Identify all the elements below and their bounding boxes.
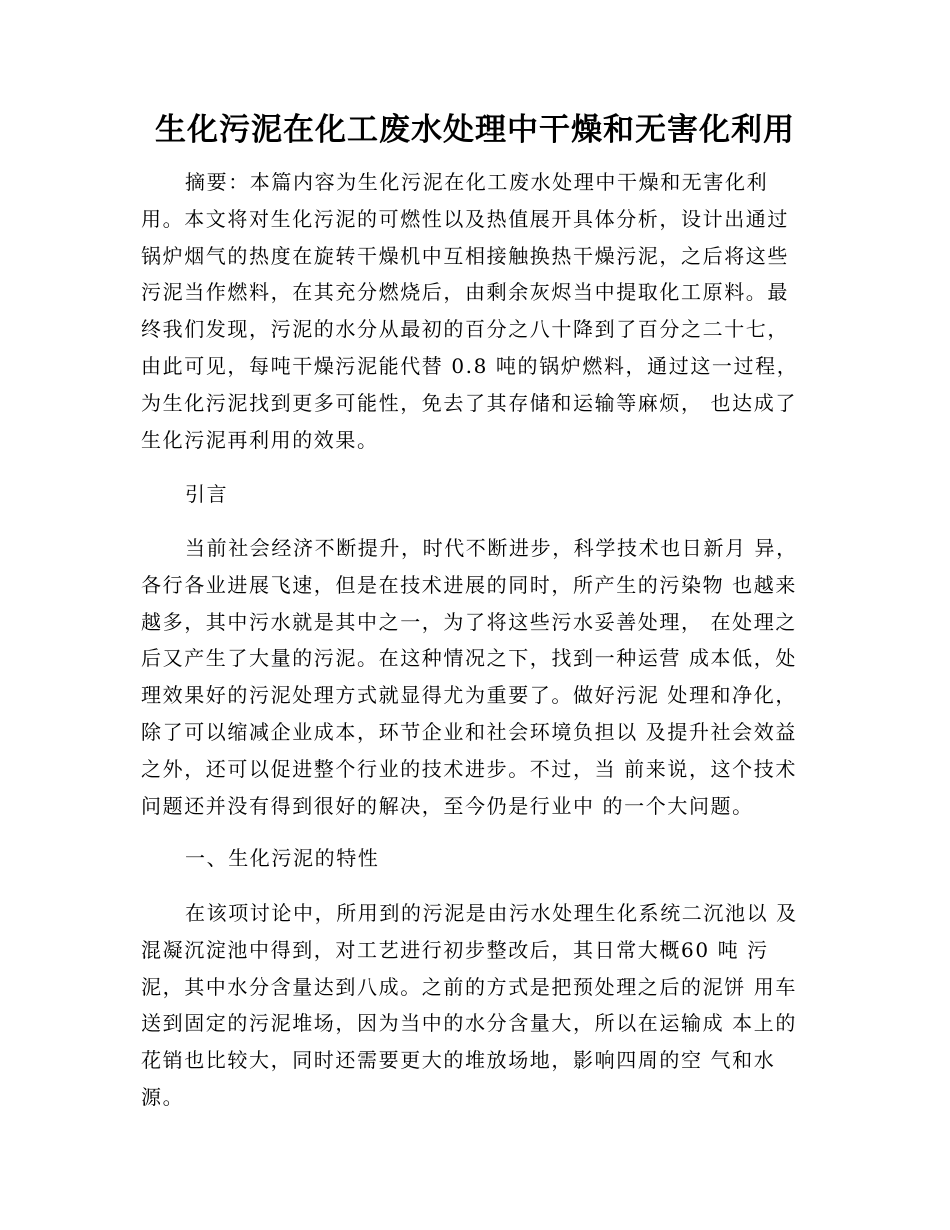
document-title: 生化污泥在化工废水处理中干燥和无害化利用 bbox=[155, 112, 795, 148]
section1-heading-block bbox=[141, 840, 821, 877]
text-line: 当前社会经济不断提升，时代不断进步，科学技术也日新月 异， bbox=[185, 536, 798, 560]
text-line: 泥，其中水分含量达到八成。之前的方式是把预处理之后的泥饼 用车 bbox=[141, 974, 797, 999]
text-line: 越多，其中污水就是其中之一，为了将这些污水妥善处理， 在处理之 bbox=[141, 609, 797, 634]
text-line: 送到固定的污泥堆场，因为当中的水分含量大，所以在运输成 本上的 bbox=[141, 1011, 797, 1036]
text-line: 摘要：本篇内容为生化污泥在化工废水处理中干燥和无害化利 bbox=[185, 170, 769, 194]
text-line: 由此可见，每吨干燥污泥能代替 0.8 吨的锅炉燃料，通过这一过程， bbox=[141, 353, 799, 378]
text-line: 理效果好的污泥处理方式就显得尤为重要了。做好污泥 处理和净化， bbox=[141, 683, 797, 708]
section1-paragraph bbox=[141, 895, 821, 1116]
text-line: 混凝沉淀池中得到，对工艺进行初步整改后，其日常大概60 吨 污 bbox=[141, 937, 769, 962]
intro-paragraph bbox=[141, 530, 821, 824]
text-line: 生化污泥再利用的效果。 bbox=[141, 427, 379, 452]
text-line: 源。 bbox=[141, 1084, 185, 1109]
text-line: 在该项讨论中，所用到的污泥是由污水处理生化系统二沉池以 及 bbox=[185, 901, 798, 925]
text-line: 各行各业进展飞速，但是在技术进展的同时，所产生的污染物 也越来 bbox=[141, 572, 797, 597]
text-line: 除了可以缩减企业成本，环节企业和社会环境负担以 及提升社会效益 bbox=[141, 719, 797, 744]
text-line: 后又产生了大量的污泥。在这种情况之下，找到一种运营 成本低，处 bbox=[141, 646, 797, 671]
text-line: 用。本文将对生化污泥的可燃性以及热值展开具体分析，设计出通过 bbox=[141, 206, 789, 231]
text-line: 为生化污泥找到更多可能性，免去了其存储和运输等麻烦， 也达成了 bbox=[141, 390, 797, 415]
intro-heading: 引言 bbox=[185, 482, 229, 506]
text-line: 之外，还可以促进整个行业的技术进步。不过，当 前来说，这个技术 bbox=[141, 756, 797, 781]
intro-heading-block bbox=[141, 476, 821, 513]
text-line: 污泥当作燃料，在其充分燃烧后，由剩余灰烬当中提取化工原料。最 bbox=[141, 280, 789, 305]
text-line: 问题还并没有得到很好的解决，至今仍是行业中 的一个大问题。 bbox=[141, 793, 754, 818]
text-line: 花销也比较大，同时还需要更大的堆放场地，影响四周的空 气和水 bbox=[141, 1048, 776, 1073]
text-line: 终我们发现，污泥的水分从最初的百分之八十降到了百分之二十七， bbox=[141, 317, 789, 342]
text-line: 锅炉烟气的热度在旋转干燥机中互相接触换热干燥污泥，之后将这些 bbox=[141, 243, 789, 268]
section-heading: 一、生化污泥的特性 bbox=[185, 846, 380, 870]
abstract-paragraph bbox=[141, 164, 821, 458]
